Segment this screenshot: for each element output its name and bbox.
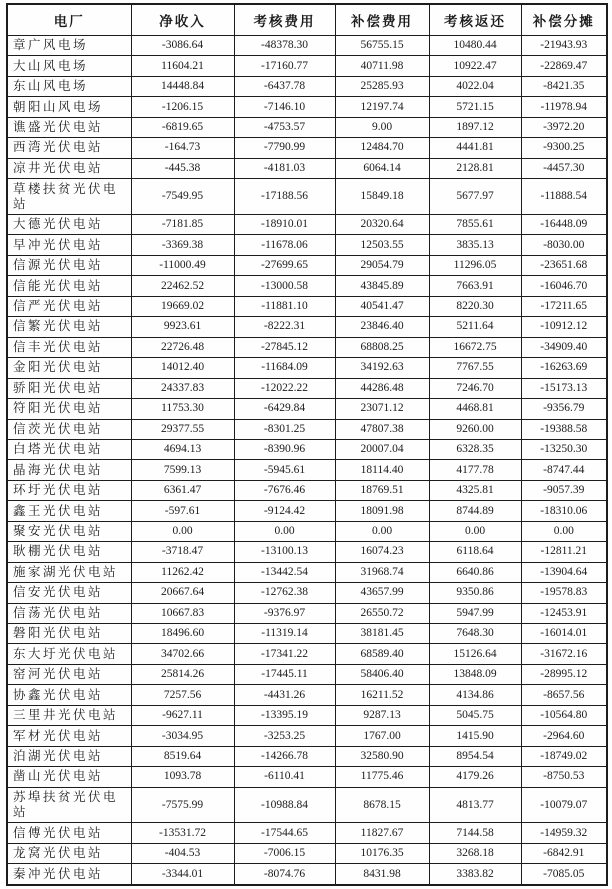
- value-cell: -18910.01: [234, 214, 335, 234]
- value-cell: -19388.58: [521, 419, 607, 439]
- value-cell: -15173.13: [521, 378, 607, 398]
- value-cell: 5677.97: [429, 179, 521, 215]
- table-row: [7, 179, 607, 215]
- value-cell: 7648.30: [429, 624, 521, 644]
- value-cell: 31968.74: [335, 562, 429, 582]
- value-cell: 40541.47: [335, 296, 429, 316]
- value-cell: -3034.95: [131, 726, 234, 746]
- value-cell: -7181.85: [131, 214, 234, 234]
- value-cell: 25814.26: [131, 664, 234, 684]
- plant-name-cell: 信源光伏电站: [7, 255, 131, 275]
- table-body: [7, 36, 607, 886]
- value-cell: 20667.64: [131, 583, 234, 603]
- plant-name-cell: 章广风电场: [7, 36, 131, 56]
- value-cell: -1206.15: [131, 97, 234, 117]
- table-row: [7, 787, 607, 823]
- plant-name-cell: 大山风电场: [7, 56, 131, 76]
- value-cell: 16672.75: [429, 337, 521, 357]
- value-cell: -4753.57: [234, 117, 335, 137]
- value-cell: 8519.64: [131, 746, 234, 766]
- header-cell-assessment-fee: 考核费用: [234, 4, 335, 36]
- value-cell: -3253.25: [234, 726, 335, 746]
- plant-name-cell: 晶海光伏电站: [7, 460, 131, 480]
- value-cell: 3383.82: [429, 864, 521, 885]
- value-cell: 56755.15: [335, 36, 429, 56]
- value-cell: -7006.15: [234, 843, 335, 863]
- value-cell: 24337.83: [131, 378, 234, 398]
- value-cell: 11827.67: [335, 823, 429, 843]
- value-cell: 0.00: [335, 521, 429, 541]
- value-cell: 20007.04: [335, 439, 429, 459]
- value-cell: 12503.55: [335, 235, 429, 255]
- value-cell: -11684.09: [234, 358, 335, 378]
- plant-name-cell: 草楼扶贫光伏电站: [7, 179, 131, 215]
- value-cell: 1415.90: [429, 726, 521, 746]
- table-row: [7, 419, 607, 439]
- value-cell: -404.53: [131, 843, 234, 863]
- value-cell: 6640.86: [429, 562, 521, 582]
- value-cell: -12762.38: [234, 583, 335, 603]
- plant-name-cell: 信茨光伏电站: [7, 419, 131, 439]
- value-cell: 4134.86: [429, 685, 521, 705]
- value-cell: -16448.09: [521, 214, 607, 234]
- value-cell: 8220.30: [429, 296, 521, 316]
- plant-name-cell: 东山风电场: [7, 76, 131, 96]
- value-cell: 8431.98: [335, 864, 429, 885]
- value-cell: 4813.77: [429, 787, 521, 823]
- value-cell: -8747.44: [521, 460, 607, 480]
- value-cell: 3268.18: [429, 843, 521, 863]
- plant-name-cell: 信安光伏电站: [7, 583, 131, 603]
- value-cell: 14012.40: [131, 358, 234, 378]
- value-cell: -6110.41: [234, 767, 335, 787]
- value-cell: -3369.38: [131, 235, 234, 255]
- table-row: [7, 480, 607, 500]
- value-cell: -3718.47: [131, 542, 234, 562]
- table-row: [7, 542, 607, 562]
- table-row: [7, 521, 607, 541]
- value-cell: 4179.26: [429, 767, 521, 787]
- value-cell: -11978.94: [521, 97, 607, 117]
- value-cell: -14266.78: [234, 746, 335, 766]
- value-cell: -6842.91: [521, 843, 607, 863]
- table-row: [7, 644, 607, 664]
- value-cell: -4181.03: [234, 158, 335, 178]
- value-cell: -17445.11: [234, 664, 335, 684]
- table-row: [7, 358, 607, 378]
- table-row: [7, 864, 607, 885]
- value-cell: 1767.00: [335, 726, 429, 746]
- plant-name-cell: 西湾光伏电站: [7, 138, 131, 158]
- value-cell: 26550.72: [335, 603, 429, 623]
- value-cell: -18749.02: [521, 746, 607, 766]
- plant-name-cell: 秦冲光伏电站: [7, 864, 131, 885]
- header-cell-plant: 电厂: [7, 4, 131, 36]
- value-cell: -9124.42: [234, 501, 335, 521]
- value-cell: 4022.04: [429, 76, 521, 96]
- table-row: [7, 664, 607, 684]
- value-cell: -13442.54: [234, 562, 335, 582]
- table-row: [7, 117, 607, 137]
- table-row: [7, 603, 607, 623]
- value-cell: 4441.81: [429, 138, 521, 158]
- value-cell: 18769.51: [335, 480, 429, 500]
- table-row: [7, 843, 607, 863]
- power-plant-settlement-table: [6, 3, 608, 886]
- value-cell: -13531.72: [131, 823, 234, 843]
- value-cell: 7855.61: [429, 214, 521, 234]
- table-row: [7, 767, 607, 787]
- value-cell: -11678.06: [234, 235, 335, 255]
- value-cell: -48378.30: [234, 36, 335, 56]
- plant-name-cell: 信荡光伏电站: [7, 603, 131, 623]
- value-cell: -9627.11: [131, 705, 234, 725]
- value-cell: -4457.30: [521, 158, 607, 178]
- value-cell: -9376.97: [234, 603, 335, 623]
- value-cell: 7246.70: [429, 378, 521, 398]
- value-cell: 12484.70: [335, 138, 429, 158]
- value-cell: -8657.56: [521, 685, 607, 705]
- table-row: [7, 562, 607, 582]
- plant-name-cell: 龙窝光伏电站: [7, 843, 131, 863]
- value-cell: 10480.44: [429, 36, 521, 56]
- plant-name-cell: 苏埠扶贫光伏电站: [7, 787, 131, 823]
- plant-name-cell: 泊湖光伏电站: [7, 746, 131, 766]
- table-row: [7, 823, 607, 843]
- value-cell: 15126.64: [429, 644, 521, 664]
- value-cell: 8744.89: [429, 501, 521, 521]
- header-cell-compensation-fee: 补偿费用: [335, 4, 429, 36]
- value-cell: 9.00: [335, 117, 429, 137]
- table-row: [7, 36, 607, 56]
- plant-name-cell: 谯盛光伏电站: [7, 117, 131, 137]
- value-cell: -9356.79: [521, 399, 607, 419]
- value-cell: -445.38: [131, 158, 234, 178]
- plant-name-cell: 东大圩光伏电站: [7, 644, 131, 664]
- value-cell: -10564.80: [521, 705, 607, 725]
- value-cell: 38181.45: [335, 624, 429, 644]
- table-row: [7, 624, 607, 644]
- value-cell: -11888.54: [521, 179, 607, 215]
- table-row: [7, 158, 607, 178]
- value-cell: 5211.64: [429, 317, 521, 337]
- value-cell: 3835.13: [429, 235, 521, 255]
- value-cell: -8222.31: [234, 317, 335, 337]
- value-cell: -12811.21: [521, 542, 607, 562]
- value-cell: -8074.76: [234, 864, 335, 885]
- value-cell: 11296.05: [429, 255, 521, 275]
- value-cell: 19669.02: [131, 296, 234, 316]
- plant-name-cell: 窑河光伏电站: [7, 664, 131, 684]
- plant-name-cell: 信繁光伏电站: [7, 317, 131, 337]
- value-cell: -9300.25: [521, 138, 607, 158]
- plant-name-cell: 大德光伏电站: [7, 214, 131, 234]
- value-cell: 5721.15: [429, 97, 521, 117]
- plant-name-cell: 磐阳光伏电站: [7, 624, 131, 644]
- value-cell: -17188.56: [234, 179, 335, 215]
- value-cell: -3972.20: [521, 117, 607, 137]
- value-cell: 13848.09: [429, 664, 521, 684]
- value-cell: -31672.16: [521, 644, 607, 664]
- value-cell: -17211.65: [521, 296, 607, 316]
- value-cell: -2964.60: [521, 726, 607, 746]
- value-cell: -3086.64: [131, 36, 234, 56]
- header-row: [7, 4, 607, 36]
- value-cell: -16263.69: [521, 358, 607, 378]
- value-cell: -18310.06: [521, 501, 607, 521]
- plant-name-cell: 聚安光伏电站: [7, 521, 131, 541]
- header-cell-assessment-return: 考核返还: [429, 4, 521, 36]
- value-cell: 7599.13: [131, 460, 234, 480]
- value-cell: -7146.10: [234, 97, 335, 117]
- value-cell: -17544.65: [234, 823, 335, 843]
- table-row: [7, 56, 607, 76]
- value-cell: -8750.53: [521, 767, 607, 787]
- value-cell: 0.00: [429, 521, 521, 541]
- plant-name-cell: 符阳光伏电站: [7, 399, 131, 419]
- value-cell: -8390.96: [234, 439, 335, 459]
- value-cell: 0.00: [131, 521, 234, 541]
- value-cell: 16211.52: [335, 685, 429, 705]
- value-cell: -10988.84: [234, 787, 335, 823]
- value-cell: 11775.46: [335, 767, 429, 787]
- table-row: [7, 378, 607, 398]
- value-cell: 34192.63: [335, 358, 429, 378]
- value-cell: 32580.90: [335, 746, 429, 766]
- value-cell: 11604.21: [131, 56, 234, 76]
- value-cell: 40711.98: [335, 56, 429, 76]
- value-cell: 7257.56: [131, 685, 234, 705]
- table-row: [7, 439, 607, 459]
- value-cell: -13904.64: [521, 562, 607, 582]
- value-cell: -8030.00: [521, 235, 607, 255]
- table-row: [7, 501, 607, 521]
- value-cell: -13250.30: [521, 439, 607, 459]
- plant-name-cell: 环圩光伏电站: [7, 480, 131, 500]
- value-cell: -10912.12: [521, 317, 607, 337]
- value-cell: -7676.46: [234, 480, 335, 500]
- value-cell: -13000.58: [234, 276, 335, 296]
- table-row: [7, 235, 607, 255]
- value-cell: -19578.83: [521, 583, 607, 603]
- value-cell: -22869.47: [521, 56, 607, 76]
- plant-name-cell: 信严光伏电站: [7, 296, 131, 316]
- value-cell: -7790.99: [234, 138, 335, 158]
- plant-name-cell: 军材光伏电站: [7, 726, 131, 746]
- value-cell: 34702.66: [131, 644, 234, 664]
- table-row: [7, 76, 607, 96]
- value-cell: -9057.39: [521, 480, 607, 500]
- value-cell: 5045.75: [429, 705, 521, 725]
- plant-name-cell: 三里井光伏电站: [7, 705, 131, 725]
- value-cell: -8421.35: [521, 76, 607, 96]
- plant-name-cell: 协鑫光伏电站: [7, 685, 131, 705]
- plant-name-cell: 早冲光伏电站: [7, 235, 131, 255]
- value-cell: 18091.98: [335, 501, 429, 521]
- value-cell: 22462.52: [131, 276, 234, 296]
- value-cell: -27699.65: [234, 255, 335, 275]
- value-cell: 68808.25: [335, 337, 429, 357]
- value-cell: 8954.54: [429, 746, 521, 766]
- plant-name-cell: 凿山光伏电站: [7, 767, 131, 787]
- value-cell: 4694.13: [131, 439, 234, 459]
- value-cell: 25285.93: [335, 76, 429, 96]
- value-cell: 29377.55: [131, 419, 234, 439]
- value-cell: 43657.99: [335, 583, 429, 603]
- value-cell: 11262.42: [131, 562, 234, 582]
- value-cell: 10176.35: [335, 843, 429, 863]
- value-cell: -14959.32: [521, 823, 607, 843]
- value-cell: 0.00: [234, 521, 335, 541]
- table-row: [7, 296, 607, 316]
- value-cell: 5947.99: [429, 603, 521, 623]
- plant-name-cell: 鑫王光伏电站: [7, 501, 131, 521]
- header-cell-compensation-share: 补偿分摊: [521, 4, 607, 36]
- value-cell: -7085.05: [521, 864, 607, 885]
- value-cell: -7549.95: [131, 179, 234, 215]
- plant-name-cell: 信丰光伏电站: [7, 337, 131, 357]
- value-cell: 23071.12: [335, 399, 429, 419]
- table-row: [7, 726, 607, 746]
- plant-name-cell: 施家湖光伏电站: [7, 562, 131, 582]
- value-cell: -16046.70: [521, 276, 607, 296]
- value-cell: 10667.83: [131, 603, 234, 623]
- value-cell: 11753.30: [131, 399, 234, 419]
- value-cell: 29054.79: [335, 255, 429, 275]
- plant-name-cell: 骄阳光伏电站: [7, 378, 131, 398]
- value-cell: 2128.81: [429, 158, 521, 178]
- value-cell: -164.73: [131, 138, 234, 158]
- value-cell: 7663.91: [429, 276, 521, 296]
- plant-name-cell: 金阳光伏电站: [7, 358, 131, 378]
- value-cell: 23846.40: [335, 317, 429, 337]
- value-cell: 7144.58: [429, 823, 521, 843]
- value-cell: 0.00: [521, 521, 607, 541]
- table-row: [7, 255, 607, 275]
- value-cell: 4325.81: [429, 480, 521, 500]
- value-cell: 9923.61: [131, 317, 234, 337]
- value-cell: 58406.40: [335, 664, 429, 684]
- table-row: [7, 317, 607, 337]
- value-cell: 43845.89: [335, 276, 429, 296]
- value-cell: -16014.01: [521, 624, 607, 644]
- value-cell: 18496.60: [131, 624, 234, 644]
- table-row: [7, 138, 607, 158]
- table-row: [7, 337, 607, 357]
- table-row: [7, 399, 607, 419]
- value-cell: -34909.40: [521, 337, 607, 357]
- value-cell: 15849.18: [335, 179, 429, 215]
- plant-name-cell: 耿棚光伏电站: [7, 542, 131, 562]
- value-cell: -27845.12: [234, 337, 335, 357]
- value-cell: -5945.61: [234, 460, 335, 480]
- plant-name-cell: 信能光伏电站: [7, 276, 131, 296]
- value-cell: 47807.38: [335, 419, 429, 439]
- value-cell: 14448.84: [131, 76, 234, 96]
- value-cell: -12453.91: [521, 603, 607, 623]
- value-cell: -11000.49: [131, 255, 234, 275]
- value-cell: 6118.64: [429, 542, 521, 562]
- value-cell: 44286.48: [335, 378, 429, 398]
- table-row: [7, 460, 607, 480]
- table-row: [7, 276, 607, 296]
- value-cell: -12022.22: [234, 378, 335, 398]
- plant-name-cell: 凉井光伏电站: [7, 158, 131, 178]
- value-cell: -8301.25: [234, 419, 335, 439]
- value-cell: -13395.19: [234, 705, 335, 725]
- value-cell: 6064.14: [335, 158, 429, 178]
- value-cell: -10079.07: [521, 787, 607, 823]
- value-cell: -23651.68: [521, 255, 607, 275]
- value-cell: -597.61: [131, 501, 234, 521]
- value-cell: 1897.12: [429, 117, 521, 137]
- value-cell: 10922.47: [429, 56, 521, 76]
- value-cell: 4468.81: [429, 399, 521, 419]
- header-cell-net-income: 净收入: [131, 4, 234, 36]
- value-cell: 8678.15: [335, 787, 429, 823]
- value-cell: 9260.00: [429, 419, 521, 439]
- value-cell: -4431.26: [234, 685, 335, 705]
- plant-name-cell: 朝阳山风电场: [7, 97, 131, 117]
- plant-name-cell: 白塔光伏电站: [7, 439, 131, 459]
- value-cell: 9350.86: [429, 583, 521, 603]
- value-cell: 18114.40: [335, 460, 429, 480]
- value-cell: -6437.78: [234, 76, 335, 96]
- value-cell: 20320.64: [335, 214, 429, 234]
- value-cell: 9287.13: [335, 705, 429, 725]
- table-row: [7, 214, 607, 234]
- value-cell: -11881.10: [234, 296, 335, 316]
- value-cell: 12197.74: [335, 97, 429, 117]
- plant-name-cell: 信傅光伏电站: [7, 823, 131, 843]
- table-row: [7, 97, 607, 117]
- value-cell: 1093.78: [131, 767, 234, 787]
- value-cell: -3344.01: [131, 864, 234, 885]
- value-cell: -17160.77: [234, 56, 335, 76]
- table-row: [7, 583, 607, 603]
- value-cell: -13100.13: [234, 542, 335, 562]
- value-cell: 68589.40: [335, 644, 429, 664]
- value-cell: -28995.12: [521, 664, 607, 684]
- value-cell: 6361.47: [131, 480, 234, 500]
- value-cell: -6429.84: [234, 399, 335, 419]
- table-row: [7, 685, 607, 705]
- value-cell: 7767.55: [429, 358, 521, 378]
- value-cell: 4177.78: [429, 460, 521, 480]
- value-cell: -7575.99: [131, 787, 234, 823]
- value-cell: -6819.65: [131, 117, 234, 137]
- value-cell: 16074.23: [335, 542, 429, 562]
- value-cell: -11319.14: [234, 624, 335, 644]
- value-cell: -17341.22: [234, 644, 335, 664]
- value-cell: 22726.48: [131, 337, 234, 357]
- table-row: [7, 705, 607, 725]
- value-cell: 6328.35: [429, 439, 521, 459]
- value-cell: -21943.93: [521, 36, 607, 56]
- table-row: [7, 746, 607, 766]
